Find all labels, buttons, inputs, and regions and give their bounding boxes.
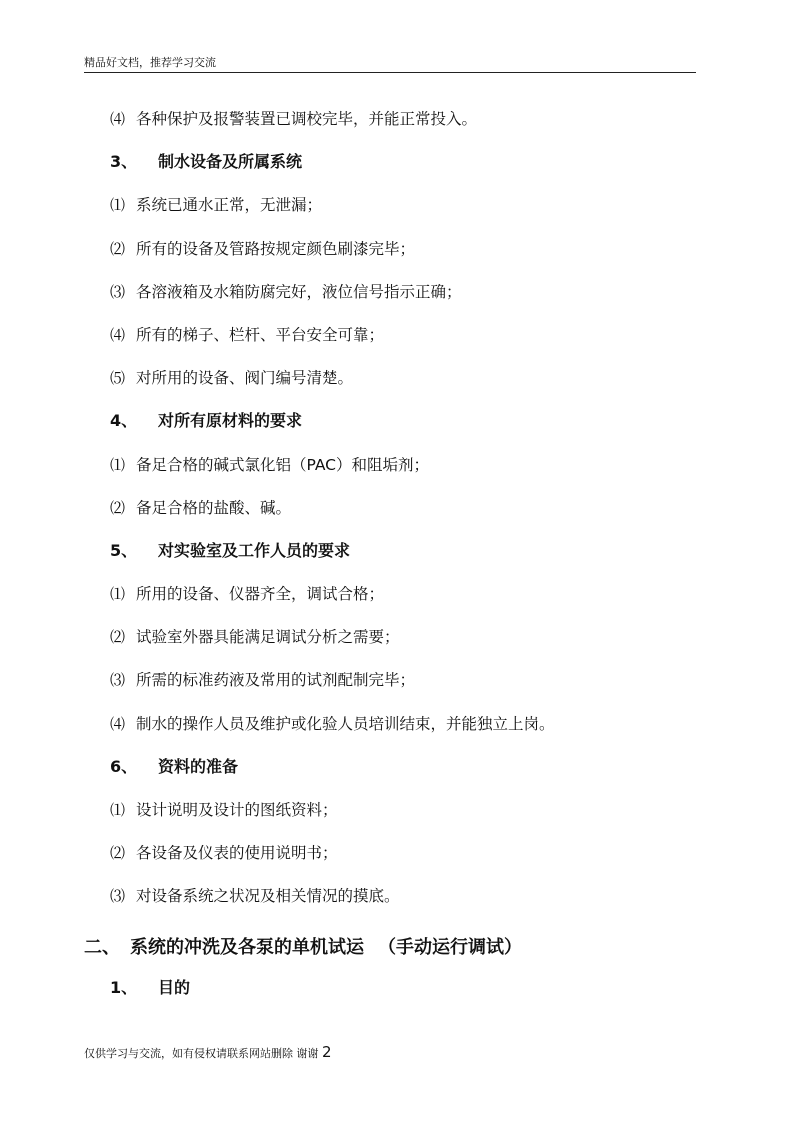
chapter-note: （手动运行调试）: [378, 937, 522, 958]
section-number: 1、: [110, 978, 138, 997]
section-heading: [110, 410, 710, 453]
section-number: 3、: [110, 152, 138, 172]
list-item: [110, 367, 710, 410]
document-body: [110, 108, 710, 929]
header-rule: [84, 72, 696, 73]
page-footer: [84, 1043, 332, 1061]
list-item: [110, 238, 710, 281]
list-item: [110, 194, 710, 237]
section-heading: [110, 540, 710, 583]
list-marker: ⑶: [110, 887, 126, 906]
list-item: [110, 281, 710, 324]
list-marker: ⑴: [110, 585, 126, 604]
list-marker: ⑸: [110, 369, 126, 388]
list-item-text: 所用的设备、仪器齐全，调试合格；: [136, 585, 385, 604]
list-item-text: 试验室外器具能满足调试分析之需要；: [136, 628, 400, 647]
section-title: 制水设备及所属系统: [158, 152, 303, 172]
page-header: [84, 56, 696, 73]
list-item: [110, 885, 710, 928]
list-item-text: 系统已通水正常，无泄漏；: [136, 196, 323, 215]
list-item: [110, 108, 710, 151]
footer-text: 仅供学习与交流，如有侵权请联系网站删除 谢谢: [84, 1047, 319, 1060]
list-item: [110, 842, 710, 885]
list-marker: ⑷: [110, 714, 126, 733]
list-item: [110, 497, 710, 540]
list-item-text: 备足合格的盐酸、碱。: [136, 498, 292, 517]
section-number: 4、: [110, 411, 138, 431]
list-item-text: 各溶液箱及水箱防腐完好，液位信号指示正确；: [136, 282, 462, 301]
section-heading: [110, 975, 190, 998]
page-number: 2: [322, 1043, 332, 1061]
chapter-title: 系统的冲洗及各泵的单机试运: [130, 937, 364, 958]
list-item-text: 各设备及仪表的使用说明书；: [136, 844, 338, 863]
section-heading: [110, 756, 710, 799]
list-item-text: 各种保护及报警装置已调校完毕，并能正常投入。: [136, 110, 478, 128]
list-marker: ⑴: [110, 801, 126, 819]
list-marker: ⑷: [110, 110, 126, 128]
header-text: 精品好文档，推荐学习交流: [84, 56, 216, 69]
section-number: 6、: [110, 756, 138, 776]
list-item: [110, 583, 710, 626]
list-item-text: 备足合格的碱式氯化铝（PAC）和阻垢剂；: [136, 455, 430, 474]
list-item-text: 对设备系统之状况及相关情况的摸底。: [136, 887, 400, 906]
list-marker: ⑶: [110, 671, 126, 690]
list-marker: ⑷: [110, 325, 126, 344]
list-marker: ⑴: [110, 455, 126, 474]
list-marker: ⑵: [110, 498, 126, 517]
section-title: 对所有原材料的要求: [158, 411, 303, 431]
list-item-text: 制水的操作人员及维护或化验人员培训结束，并能独立上岗。: [136, 714, 555, 733]
list-item-text: 设计说明及设计的图纸资料；: [136, 801, 338, 819]
list-item-text: 对所用的设备、阀门编号清楚。: [136, 369, 354, 388]
chapter-number: 二、: [84, 937, 120, 958]
section-title: 对实验室及工作人员的要求: [158, 540, 351, 560]
list-item-text: 所有的梯子、栏杆、平台安全可靠；: [136, 325, 385, 344]
section-heading: [110, 151, 710, 194]
list-item-text: 所有的设备及管路按规定颜色刷漆完毕；: [136, 239, 416, 258]
chapter-heading: [84, 933, 522, 959]
list-marker: ⑴: [110, 196, 126, 215]
list-item: [110, 454, 710, 497]
list-item: [110, 626, 710, 669]
list-item: [110, 713, 710, 756]
list-item: [110, 669, 710, 712]
list-marker: ⑶: [110, 282, 126, 301]
section-number: 5、: [110, 540, 138, 560]
list-marker: ⑵: [110, 239, 126, 258]
list-item: [110, 799, 710, 842]
list-marker: ⑵: [110, 628, 126, 647]
list-item-text: 所需的标准药液及常用的试剂配制完毕；: [136, 671, 416, 690]
section-title: 资料的准备: [158, 756, 239, 776]
list-marker: ⑵: [110, 844, 126, 863]
list-item: [110, 324, 710, 367]
section-title: 目的: [158, 978, 191, 997]
